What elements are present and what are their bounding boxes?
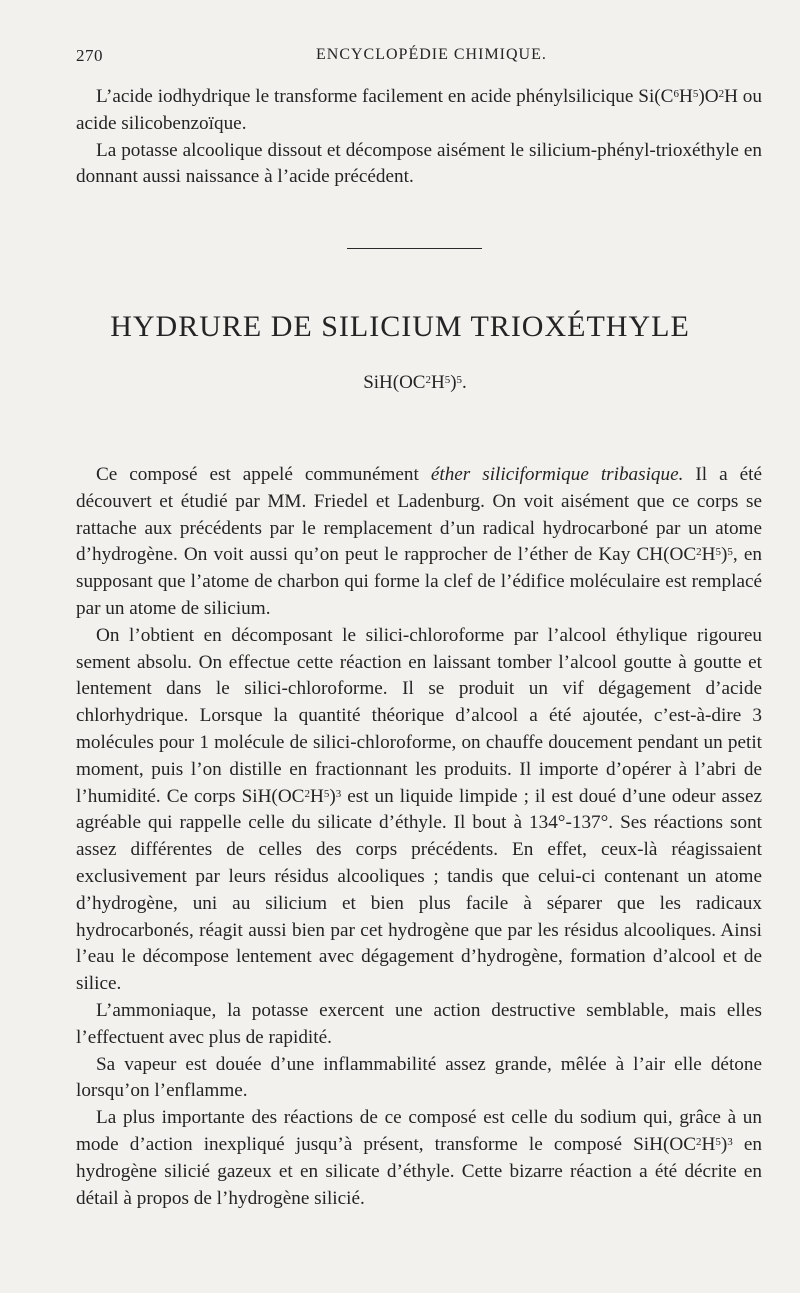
emphasized-term: éther siliciformique tribasique. xyxy=(430,464,684,485)
body-paragraph-3: L’ammoniaque, la potasse exercent une action destructive semblable, mais elles l’effectuent avec plus de rapidité. xyxy=(76,999,762,1048)
chemical-formula: $SiH(OC^2H^5)^5$. xyxy=(363,372,467,393)
body-paragraph-4: Sa vapeur est douée d’une inflammabilité assez grande, mêlée à l’air elle détone lorsqu’on l’enflamme. xyxy=(76,1053,762,1102)
body-paragraph-5: La plus importante des réactions de ce composé est celle du sodium qui, grâce à un mode d’action inexpliqué jusqu’à présent, transforme le composé $SiH(OC^2H^5)^3$ en hydrogène silicié gazeux et en silicate d’éthyle. Cette bizarre réaction a été décrite en détail à propos de l’hydrogène silicié. xyxy=(76,1107,762,1209)
body-paragraph-2: On l’obtient en décomposant le silici-chloroforme par l’alcool éthylique rigoureu sement absolu. On effectue cette réaction en laissant tomber l’alcool goutte à goutte et lentement dans le silici-chloroforme. Il se produit un vif dégagement d’acide chlorhydrique. Lorsque la quantité théorique d’alcool a été ajoutée, c’est-à-dire 3 molécules pour 1 molécule de silici-chloroforme, on chauffe doucement pendant un petit moment, puis l’on distille en fractionnant les produits. Il importe d’opérer à l’abri de l’humidité. Ce corps $SiH(OC^2H^5)^3$ est un liquide limpide ; il est doué d’une odeur assez agréable qui rappelle celle du silicate d’éthyle. Il bout à 134°-137°. Ses réactions sont assez différentes de celles des corps précédents. En effet, ceux-là réagissaient exclusivement par leurs résidus alcooliques ; tandis que celui-ci contenant un atome d’hydrogène, uni au silicium et bien plus facile à séparer que les radicaux hydrocarbonés, réagit aussi bien par cet hydrogène que par les résidus alcooliques. Ainsi l’eau le décompose lentement avec dégagement d’hydrogène, formation d’alcool et de silice. xyxy=(76,624,762,995)
section-title: HYDRURE DE SILICIUM TRIOXÉTHYLE xyxy=(110,310,690,343)
page-header xyxy=(76,46,762,70)
page-number: 270 xyxy=(76,46,103,65)
body-text xyxy=(76,462,762,1212)
intro-paragraph-2: La potasse alcoolique dissout et décompose aisément le silicium-phényl-trioxéthyle en donnant aussi naissance à l’acide précédent. xyxy=(76,139,762,188)
running-title: ENCYCLOPÉDIE CHIMIQUE. xyxy=(316,46,547,63)
intro-text xyxy=(76,84,762,191)
section-divider xyxy=(347,248,482,249)
intro-paragraph-1: L’acide iodhydrique le transforme facilement en acide phénylsilicique $Si(C^6H^5)O^2H$ ou acide silicobenzoïque. xyxy=(76,86,762,134)
body-paragraph-1: Ce composé est appelé communément éther siliciformique tribasique. Il a été découvert et étudié par MM. Friedel et Ladenburg. On voit aisément que ce corps se rattache aux précédents par le remplacement d’un radical hydrocarboné par un atome d’hydrogène. On voit aussi qu’on peut le rapprocher de l’éther de Kay $CH(OC^2H^5)^5$, en supposant que l’atome de charbon qui forme la clef de l’édifice moléculaire est remplacé par un atome de silicium. xyxy=(76,464,762,619)
